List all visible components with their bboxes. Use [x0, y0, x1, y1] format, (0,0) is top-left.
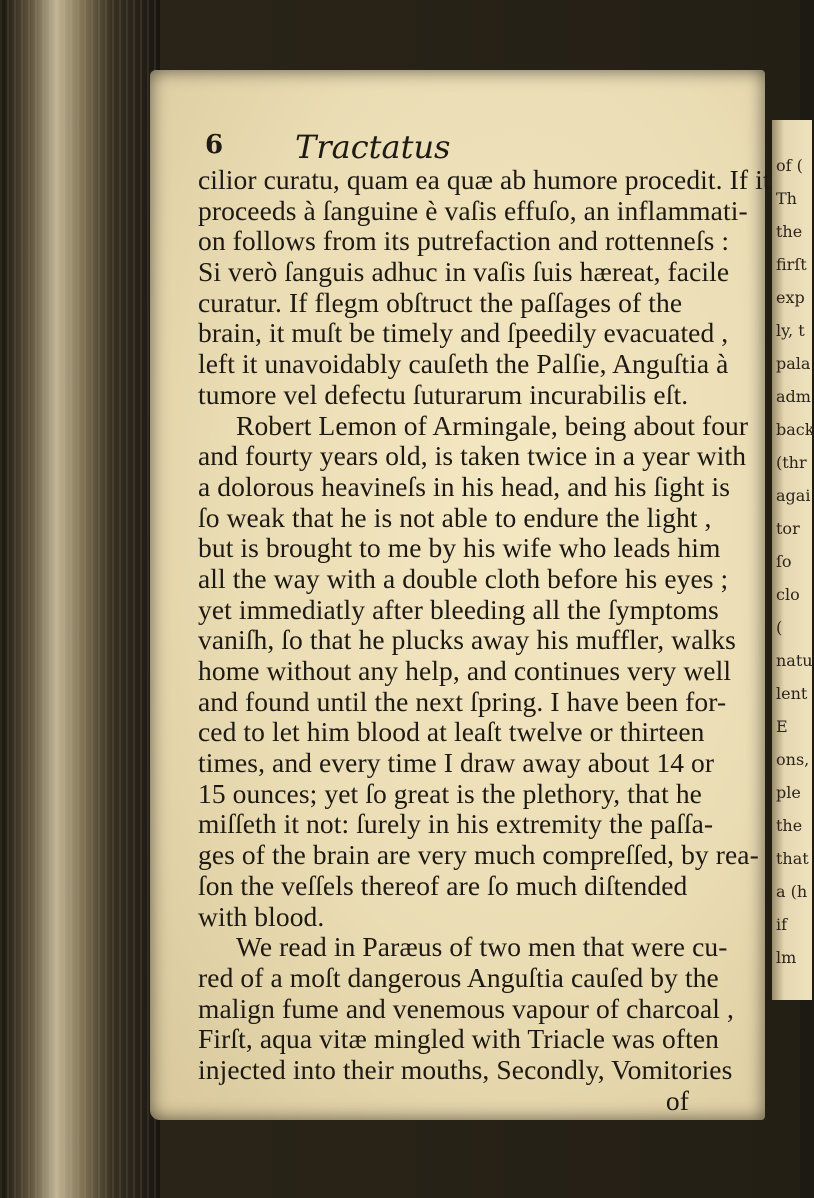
adjacent-page-edge [772, 120, 812, 1000]
text-line: ced to let him blood at leaſt twelve or thirteen [198, 716, 705, 748]
adjacent-page-fragment: if [776, 915, 788, 934]
adjacent-page-fragment: lm [776, 948, 797, 967]
adjacent-page-fragment: (thr [776, 453, 807, 472]
text-line: Si verò ſanguis adhuc in vaſis ſuis hæreat, facile [198, 256, 730, 288]
text-line: and fourty years old, is taken twice in a year with [198, 440, 747, 472]
text-line: brain, it muſt be timely and ſpeedily evacuated , [198, 317, 729, 349]
text-line: ges of the brain are very much compreſſed, by rea- [198, 839, 759, 871]
adjacent-page-fragment: natu [776, 651, 813, 670]
body-text [198, 165, 773, 1116]
text-line: proceeds à ſanguine è vaſis effuſo, an inflammati- [198, 194, 748, 226]
text-line: times, and every time I draw away about 14 or [198, 747, 715, 779]
text-line: cilior curatu, quam ea quæ ab humore procedit. If it [198, 164, 771, 195]
text-line: yet immediatly after bleeding all the ſymptoms [198, 593, 719, 625]
text-line: ſon the veſſels thereof are ſo much diſtended [198, 869, 688, 901]
text-line: home without any help, and continues very well [198, 655, 732, 686]
adjacent-page-fragment: pala [776, 354, 811, 373]
text-line: injected into their mouths, Secondly, Vomitories [198, 1053, 733, 1085]
page-number: 6 [205, 130, 224, 160]
text-line: all the way with a double cloth before his eyes ; [198, 562, 729, 594]
adjacent-page-fragment: exp [776, 288, 805, 307]
adjacent-page-fragment: a (h [776, 882, 808, 901]
text-line: 15 ounces; yet ſo great is the plethory, that he [198, 777, 702, 809]
adjacent-page-fragment: lent [776, 684, 808, 703]
text-line: and found until the next ſpring. I have been for- [198, 685, 727, 717]
text-line: with blood. [198, 900, 325, 932]
text-line: red of a moſt dangerous Anguſtia cauſed by the [198, 961, 719, 993]
text-line: miſſeth it not: ſurely in his extremity the paſſa- [198, 808, 714, 840]
adjacent-page-fragment: firſt [776, 255, 807, 274]
text-line: curatur. If flegm obſtruct the paſſages of the [198, 286, 683, 318]
adjacent-page-fragment: agai [776, 486, 811, 505]
adjacent-page-fragment: Th [776, 189, 797, 208]
text-line: Robert Lemon of Armingale, being about four [236, 409, 749, 441]
text-line: ſo weak that he is not able to endure the light , [198, 501, 712, 533]
text-line: Firſt, aqua vitæ mingled with Triacle was often [198, 1023, 720, 1055]
adjacent-page-fragment: ſo [776, 552, 792, 571]
adjacent-page-fragment: tor [776, 519, 800, 538]
text-line: We read in Paræus of two men that were cu- [236, 931, 728, 963]
text-line: tumore vel defectu ſuturarum incurabilis eſt. [198, 378, 689, 410]
running-title: Tractatus [295, 128, 451, 166]
text-line: left it unavoidably cauſeth the Palſie, Anguſtia à [198, 348, 729, 380]
book-binding-gutter [0, 0, 160, 1198]
adjacent-page-fragment: adm [776, 387, 811, 406]
adjacent-page-fragment: the [776, 222, 803, 241]
adjacent-page-fragment: the [776, 816, 803, 835]
adjacent-page-fragment: clo [776, 585, 800, 604]
adjacent-page-fragment: ple [776, 783, 801, 802]
text-line: a dolorous heavineſs in his head, and his ſight is [198, 470, 731, 502]
adjacent-page-fragment: of ( [776, 156, 803, 175]
text-line: on follows from its putrefaction and rottenneſs : [198, 225, 730, 257]
adjacent-page-fragment: E [776, 717, 788, 736]
adjacent-page-fragment: ons, [776, 750, 810, 769]
adjacent-page-fragment: ( [776, 618, 783, 637]
catchword: of [665, 1084, 689, 1116]
adjacent-page-fragment: that [776, 849, 809, 868]
text-line: but is brought to me by his wife who leads him [198, 532, 721, 564]
text-line: malign fume and venemous vapour of charcoal , [198, 992, 734, 1024]
adjacent-page-fragment: ly, t [776, 321, 805, 340]
text-line: vaniſh, ſo that he plucks away his muffler, walks [198, 624, 736, 656]
adjacent-page-fragment: back [776, 420, 814, 439]
